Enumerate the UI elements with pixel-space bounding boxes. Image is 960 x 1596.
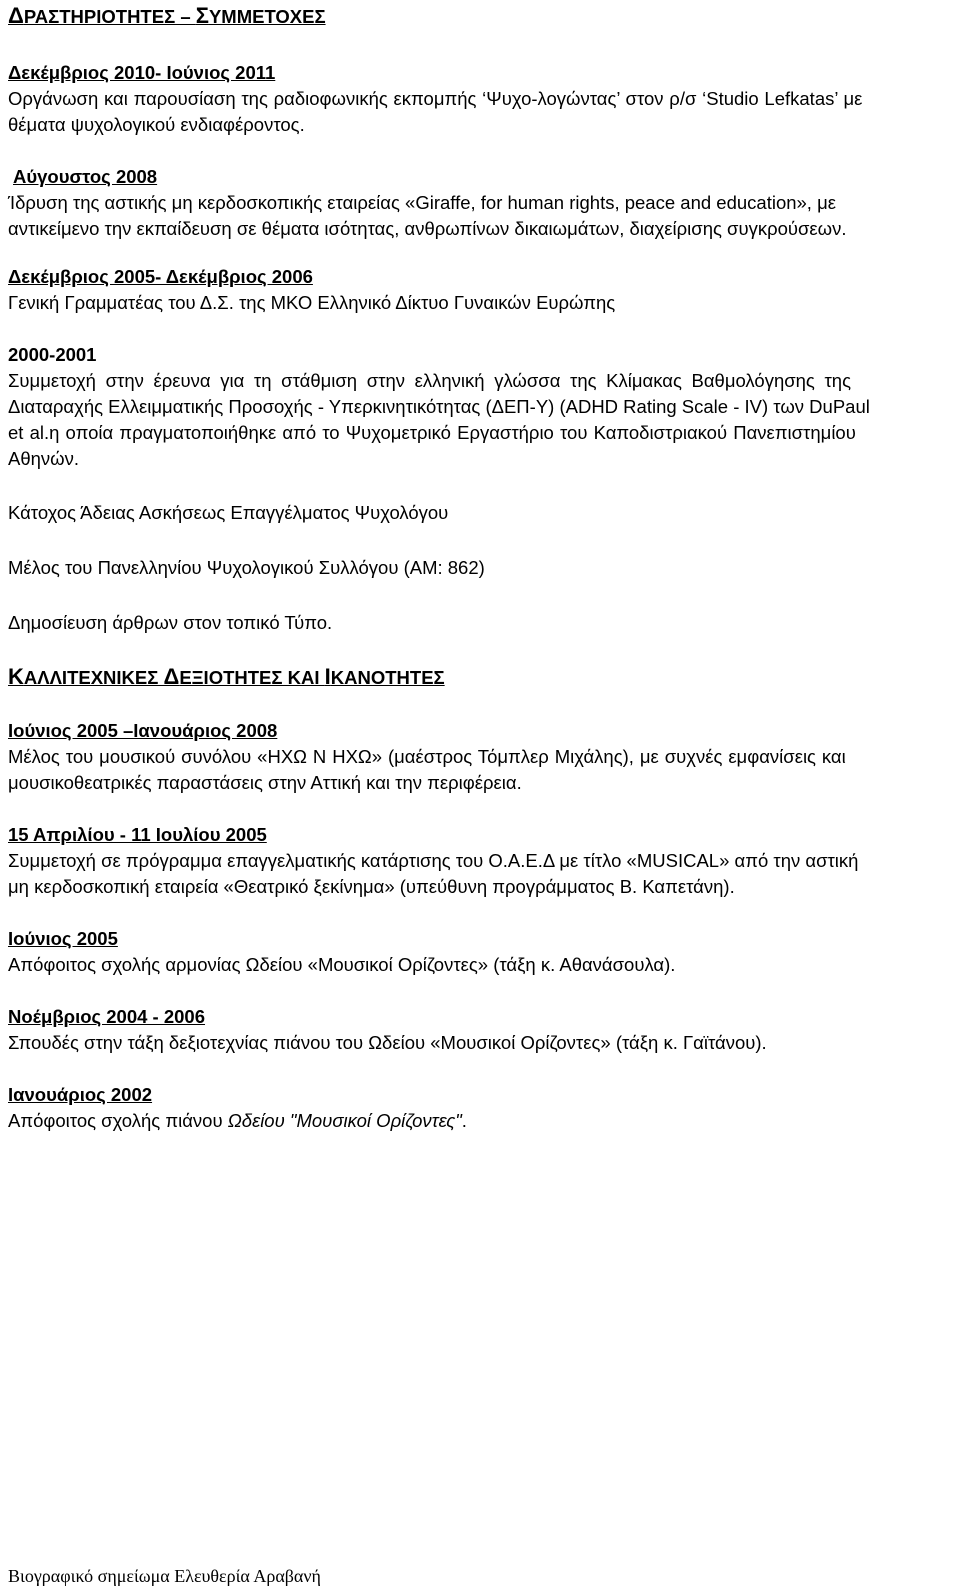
skill-entry (8, 822, 944, 900)
heading-initial: Σ (195, 3, 209, 28)
skill-entry (8, 926, 944, 978)
heading-initial: Δ (8, 3, 24, 28)
heading-initial: Δ (163, 664, 180, 689)
entry-text-prefix: Απόφοιτος σχολής πιάνου (8, 1110, 228, 1131)
entry-text: Συμμετοχή σε πρόγραμμα επαγγελματικής κατάρτισης του Ο.Α.Ε.Δ με τίτλο «MUSICAL» από την αστική (8, 850, 859, 871)
entry-text: μη κερδοσκοπική εταιρεία «Θεατρικό ξεκίνημα» (υπεύθυνη προγράμματος Β. Καπετάνη). (8, 876, 735, 897)
entry-text: μουσικοθεατρικές παραστάσεις στην Αττική και την περιφέρεια. (8, 772, 522, 793)
section-heading-activities (8, 3, 944, 30)
entry-text: Ίδρυση της αστικής μη κερδοσκοπικής εταιρείας «Giraffe, for human rights, peace and education», με (8, 192, 836, 213)
license-statement: Κάτοχος Άδειας Ασκήσεως Επαγγέλματος Ψυχολόγου (8, 502, 449, 523)
entry-text: θέματα ψυχολογικού ενδιαφέροντος. (8, 114, 305, 135)
entry-text: et al.η οποία πραγματοποιήθηκε από το Ψυχομετρικό Εργαστήριο του Καποδιστριακού Πανεπιστημίου (8, 422, 856, 443)
skill-entry (8, 718, 944, 796)
entry-date: Δεκέμβριος 2005- Δεκέμβριος 2006 (8, 266, 313, 287)
membership-statement: Μέλος του Πανελληνίου Ψυχολογικού Συλλόγου (ΑΜ: 862) (8, 557, 485, 578)
entry-date: Ιούνιος 2005 (8, 928, 118, 949)
entry-date: 15 Απριλίου - 11 Ιουλίου 2005 (8, 824, 267, 845)
heading-text: ΚΑΝΟΤΗΤΕΣ (330, 667, 445, 688)
entry-text: Οργάνωση και παρουσίαση της ραδιοφωνικής εκπομπής ‘Ψυχο-λογώντας’ στον ρ/σ ‘Studio Lefkatas’ με (8, 88, 863, 109)
entry-text: Σπουδές στην τάξη δεξιοτεχνίας πιάνου του Ωδείου «Μουσικοί Ορίζοντες» (τάξη κ. Γαϊτάνου). (8, 1032, 767, 1053)
entry-text: Διαταραχής Ελλειμματικής Προσοχής - Υπερκινητικότητας (ΔΕΠ-Υ) (ADHD Rating Scale - IV) των DuPaul (8, 396, 870, 417)
activity-entry (8, 60, 944, 138)
entry-text: Συμμετοχή στην έρευνα για τη στάθμιση στην ελληνική γλώσσα της Κλίμακας Βαθμολόγησης της (8, 370, 852, 391)
publications-statement: Δημοσίευση άρθρων στον τοπικό Τύπο. (8, 612, 333, 633)
entry-text (8, 1108, 944, 1134)
entry-text: Μέλος του μουσικού συνόλου «ΗΧΩ Ν ΗΧΩ» (μαέστρος Τόμπλερ Μιχάλης), με συχνές εμφανίσεις και (8, 746, 846, 767)
entry-date: Αύγουστος 2008 (13, 166, 158, 187)
section-heading-artistic-skills (8, 664, 944, 691)
page-footer: Βιογραφικό σημείωμα Ελευθερία Αραβανή (8, 1566, 321, 1586)
entry-text: αντικείμενο την εκπαίδευση σε θέματα ισότητας, ανθρωπίνων δικαιωμάτων, διαχείρισης συγκρούσεων. (8, 218, 847, 239)
entry-text: Απόφοιτος σχολής αρμονίας Ωδείου «Μουσικοί Ορίζοντες» (τάξη κ. Αθανάσουλα). (8, 954, 676, 975)
cv-page (8, 0, 944, 1134)
entry-date: 2000-2001 (8, 344, 97, 365)
activity-entry (8, 342, 944, 472)
heading-text: ΥΜΜΕΤΟΧΕΣ (208, 6, 326, 27)
heading-text: ΕΞΙΟΤΗΤΕΣ ΚΑΙ (179, 667, 325, 688)
entry-date: Νοέμβριος 2004 - 2006 (8, 1006, 206, 1027)
entry-text-suffix: . (461, 1110, 467, 1131)
entry-date: Ιούνιος 2005 –Ιανουάριος 2008 (8, 720, 278, 741)
heading-text: ΡΑΣΤΗΡΙΟΤΗΤΕΣ – (23, 6, 196, 27)
heading-initial: Ι (324, 664, 331, 689)
activity-entry (8, 264, 944, 316)
skill-entry (8, 1082, 944, 1134)
entry-text: Αθηνών. (8, 448, 80, 469)
entry-text-italic: Ωδείου "Μουσικοί Ορίζοντες" (227, 1110, 462, 1131)
activity-entry (8, 164, 944, 242)
entry-text: Γενική Γραμματέας του Δ.Σ. της ΜΚΟ Ελληνικό Δίκτυο Γυναικών Ευρώπης (8, 292, 616, 313)
heading-initial: Κ (8, 664, 24, 689)
heading-text: ΑΛΛΙΤΕΧΝΙΚΕΣ (23, 667, 164, 688)
entry-date: Δεκέμβριος 2010- Ιούνιος 2011 (8, 62, 276, 83)
skill-entry (8, 1004, 944, 1056)
entry-date: Ιανουάριος 2002 (8, 1084, 153, 1105)
